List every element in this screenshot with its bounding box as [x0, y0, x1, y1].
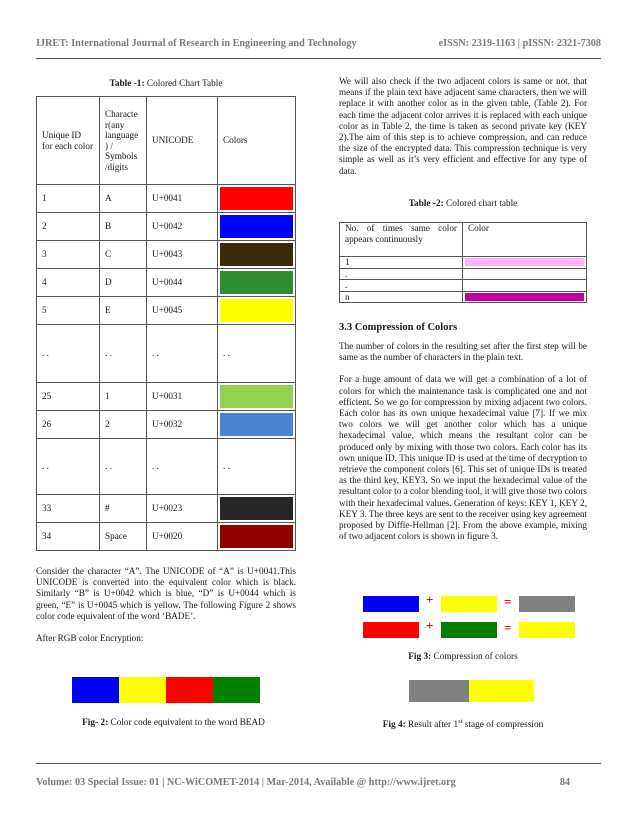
cell-color [218, 495, 296, 523]
table-row [37, 241, 296, 269]
fig3-row2-result [519, 622, 575, 638]
header-unicode: UNICODE [147, 97, 218, 185]
cell-id: 5 [37, 297, 100, 325]
cell-char: A [100, 185, 147, 213]
colored-chart-table-2 [339, 222, 587, 303]
header-character: Characte r(any language ) / Symbols /digits [100, 97, 147, 185]
table-row [340, 268, 587, 280]
table-row [37, 297, 296, 325]
cell-char: 1 [100, 383, 147, 411]
cell-unicode: U+0042 [147, 213, 218, 241]
color-block [409, 680, 469, 702]
fig2-caption: Fig- 2: Color code equivalent to the word BEAD [82, 718, 265, 728]
left-body-text [36, 566, 296, 655]
table-row [37, 411, 296, 439]
color-swatch [220, 271, 293, 294]
table-row [37, 185, 296, 213]
cell-color [463, 280, 587, 292]
cell-id: 26 [37, 411, 100, 439]
cell-unicode: U+0045 [147, 297, 218, 325]
cell-color [218, 213, 296, 241]
fig2-color-bar [72, 677, 260, 703]
fig4-color-bar [409, 680, 534, 702]
color-block [213, 677, 260, 703]
cell-color [218, 297, 296, 325]
running-footer [36, 777, 570, 788]
cell-unicode: U+0032 [147, 411, 218, 439]
header-times: No. of times same color appears continuously [340, 223, 463, 257]
cell-char: # [100, 495, 147, 523]
cell-unicode: . . [147, 325, 218, 383]
color-swatch [220, 215, 293, 238]
cell-count: . [340, 280, 463, 292]
header-rule [36, 58, 601, 59]
table-row [37, 383, 296, 411]
cell-color [218, 241, 296, 269]
table2-caption: Table -2: Colored chart table [408, 199, 518, 209]
volume-info: Volume: 03 Special Issue: 01 | NC-WiCOMET-2014 | Mar-2014, Available @ http://www.ijret.org [36, 777, 456, 788]
cell-color [218, 185, 296, 213]
cell-char: . . [100, 325, 147, 383]
fig3-row2-color-a [363, 622, 419, 638]
plus-sign: + [426, 618, 434, 633]
color-swatch [220, 187, 293, 210]
equals-sign: = [504, 620, 512, 635]
cell-unicode: U+0041 [147, 185, 218, 213]
color-block [166, 677, 213, 703]
cell-count: n [340, 291, 463, 303]
cell-id: 1 [37, 185, 100, 213]
fig3-row1-result [519, 596, 575, 612]
colored-chart-table [36, 96, 296, 551]
page-number: 84 [559, 777, 570, 788]
color-swatch [220, 385, 293, 408]
table1-caption: Table -1: Colored Chart Table [109, 79, 223, 89]
plus-sign: + [426, 592, 434, 607]
cell-color [218, 523, 296, 551]
issn: eISSN: 2319-1163 | pISSN: 2321-7308 [438, 38, 601, 49]
header-color: Color [463, 223, 587, 257]
paragraph: Consider the character “A”. The UNICODE of “A” is U+0041.This UNICODE is converted into the equivalent color which is black. Similarly “B” is U+0042 which is blue, “D” is U+0044 which is green, “E” is U+0045 which is yellow. The following Figure 2 shows color code equivalent of the word ‘BADE’. [36, 566, 296, 621]
table-row [340, 291, 587, 303]
cell-color [218, 269, 296, 297]
table-row [37, 495, 296, 523]
paragraph: For a huge amount of data we will get a combination of a lot of colors for which the maintenance task is complicated one and not efficient. So we go for compression by mixing adjacent two colors. Each color has its own unique hexadecimal value [7]. If we mix two colors we will get another color which has a unique hexadecimal value, which means the resultant color can be produced only by mixing with those two colors. Each color has its own unique ID. This unique ID is used at the time of decryption to retrieve the component colors [6]. This set of unique IDs is treated as the third key, KEY3. So we input the hexadecimal value of the resultant color to a color blending tool, it will give those two colors with their hexadecimal values. Generation of keys: KEY 1, KEY 2, KEY 3. The three keys are sent to the receiver using key agreement proposed by Diffie-Hellman [2]. From the above example, mixing of two adjacent colors is shown in figure 3. [339, 374, 587, 542]
fig3-row1-color-a [363, 596, 419, 612]
section-heading: 3.3 Compression of Colors [339, 322, 458, 333]
cell-char: . . [100, 439, 147, 495]
cell-char: D [100, 269, 147, 297]
color-swatch [220, 243, 293, 266]
color-swatch [220, 497, 293, 520]
table-row [37, 213, 296, 241]
cell-id: 2 [37, 213, 100, 241]
color-block [469, 680, 534, 702]
paragraph: We will also check if the two adjacent colors is same or not, that means if the plain text have adjacent same characters, then we will replace it with another color as in the given table, (Table 2). For each time the adjacent color arrives it is replaced with each unique color as in Table 2, the time is taken as second private key (KEY 2).The aim of this step is to achieve compression, and can reduce the size of the encrypted data. This compression technique is very simple as well as it’s very efficient and effective for any type of data. [339, 76, 587, 176]
color-block [72, 677, 119, 703]
cell-count: . [340, 268, 463, 280]
footer-rule [36, 763, 601, 764]
cell-color [218, 383, 296, 411]
cell-color [218, 411, 296, 439]
paragraph: After RGB color Encryption: [36, 633, 144, 644]
cell-id: 4 [37, 269, 100, 297]
cell-count: 1 [340, 257, 463, 269]
equals-sign: = [504, 594, 512, 609]
cell-unicode: . . [147, 439, 218, 495]
table-row [37, 523, 296, 551]
table-header-row [340, 223, 587, 257]
table-row [340, 280, 587, 292]
cell-id: . . [37, 325, 100, 383]
cell-unicode: U+0043 [147, 241, 218, 269]
cell-id: 33 [37, 495, 100, 523]
cell-id: 34 [37, 523, 100, 551]
running-header [36, 38, 601, 49]
journal-name: IJRET: International Journal of Research in Engineering and Technology [36, 38, 357, 49]
table-row [340, 257, 587, 269]
color-swatch [465, 258, 584, 266]
fig3-caption: Fig 3: Compression of colors [408, 652, 518, 662]
cell-unicode: U+0020 [147, 523, 218, 551]
table-row [37, 269, 296, 297]
cell-char: Space [100, 523, 147, 551]
cell-color: . . [218, 439, 296, 495]
color-swatch [465, 293, 584, 301]
cell-unicode: U+0031 [147, 383, 218, 411]
cell-color [463, 257, 587, 269]
fig3-row1-color-b [441, 596, 497, 612]
cell-char: E [100, 297, 147, 325]
cell-unicode: U+0023 [147, 495, 218, 523]
cell-id: . . [37, 439, 100, 495]
color-swatch [220, 299, 293, 322]
cell-unicode: U+0044 [147, 269, 218, 297]
header-unique-id: Unique ID for each color [37, 97, 100, 185]
paragraph: The number of colors in the resulting set after the first step will be same as the number of characters in the plain text. [339, 341, 587, 363]
cell-id: 3 [37, 241, 100, 269]
cell-char: C [100, 241, 147, 269]
color-swatch [220, 413, 293, 436]
color-block [119, 677, 166, 703]
fig3-row2-color-b [441, 622, 497, 638]
table-header-row [37, 97, 296, 185]
header-colors: Colors [218, 97, 296, 185]
cell-color [463, 268, 587, 280]
table-row [37, 325, 296, 383]
table-row [37, 439, 296, 495]
cell-id: 25 [37, 383, 100, 411]
cell-char: 2 [100, 411, 147, 439]
cell-char: B [100, 213, 147, 241]
color-swatch [220, 525, 293, 548]
section-body-text [339, 341, 587, 553]
fig4-caption: Fig 4: Result after 1st stage of compression [382, 718, 544, 731]
cell-color [463, 291, 587, 303]
right-body-text [339, 76, 587, 188]
cell-color: . . [218, 325, 296, 383]
